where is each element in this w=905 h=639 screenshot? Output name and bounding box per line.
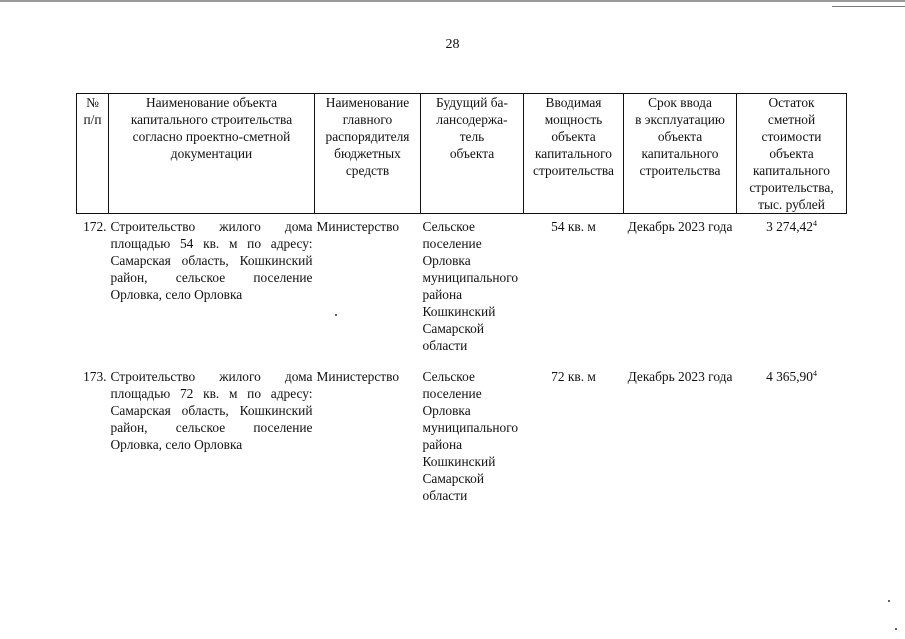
cell-num [77,364,109,514]
scan-speck [895,628,897,630]
cell-term [624,214,737,365]
cell-remainder [737,214,847,365]
cell-capacity [524,214,624,365]
header-term-line: в эксплуатацию [635,112,725,127]
header-capacity-line: мощность [544,112,603,127]
header-num [77,94,109,214]
header-manager [315,94,421,214]
cell-holder [421,364,524,514]
cell-capacity-text: 54 кв. м [551,219,596,234]
header-manager-line: средств [345,163,390,178]
cell-holder [421,214,524,365]
cell-manager [315,364,421,514]
header-remainder-line: Остаток [768,95,815,110]
scan-corner-mark [832,6,905,7]
cell-name [109,214,315,365]
header-term-line: капитального [641,146,719,161]
header-num-line: п/п [83,112,102,127]
header-manager-line: бюджетных [334,146,401,161]
header-remainder-line: капитального [753,163,830,178]
cell-term-text: Декабрь 2023 года [627,219,733,234]
cell-remainder-text: 3 274,42 [766,219,813,234]
header-term-line: строительства [639,163,721,178]
cell-remainder-text: 4 365,90 [766,369,813,384]
table-body [77,214,847,515]
header-term-line: Срок ввода [648,95,712,110]
header-name-line: согласно проектно-сметной [132,129,291,144]
cell-name-text: Строительство жилого дома площадью 54 кв. м по адресу: Самарская область, Кошкинский район, сельское поселение Орловка, село Орловка [110,219,313,302]
header-manager-line: распорядителя [325,129,410,144]
cell-num [77,214,109,365]
scan-top-edge [0,0,905,2]
header-name-line: капитального строительства [130,112,293,127]
cell-manager-text: Министерство [316,369,400,384]
cell-num-text: 172. [83,219,107,234]
cell-manager [315,214,421,365]
cell-holder-text: Сельское поселение Орловка муниципального района Кошкинский Самарской области [422,369,519,503]
footnote-marker: 4 [812,219,817,228]
header-manager-line: Наименование [325,95,410,110]
cell-manager-text: Министерство [316,219,400,234]
header-name [109,94,315,214]
cell-capacity-text: 72 кв. м [551,369,596,384]
cell-capacity [524,364,624,514]
header-capacity-line: строительства [533,163,614,178]
page-number: 28 [445,37,460,52]
cell-term-text: Декабрь 2023 года [627,369,733,384]
header-capacity [524,94,624,214]
header-name-line: документации [170,146,253,161]
header-manager-line: главного [342,112,393,127]
scan-speck [888,600,890,602]
cell-term [624,364,737,514]
cell-name [109,364,315,514]
header-remainder-line: тыс. рублей [758,197,825,212]
header-capacity-line: объекта [551,129,596,144]
header-capacity-line: капитального [535,146,612,161]
header-holder-line: тель [459,129,485,144]
header-holder-line: объекта [449,146,495,161]
cell-name-text: Строительство жилого дома площадью 72 кв. м по адресу: Самарская область, Кошкинский район, сельское поселение Орловка, село Орловка [110,369,313,452]
capital-construction-table [76,93,847,514]
cell-num-text: 173. [83,369,107,384]
cell-holder-text: Сельское поселение Орловка муниципального района Кошкинский Самарской области [422,219,519,353]
header-capacity-line: Вводимая [545,95,602,110]
header-remainder-line: объекта [769,146,814,161]
header-holder [421,94,524,214]
header-holder-line: лансодержа- [436,112,508,127]
header-remainder [737,94,847,214]
table-header-row [77,94,847,214]
header-holder-line: Будущий ба- [436,95,508,110]
table-row [77,364,847,514]
cell-remainder [737,364,847,514]
footnote-marker: 4 [812,369,817,378]
header-remainder-line: строительства, [749,180,834,195]
header-remainder-line: сметной [767,112,816,127]
header-term [624,94,737,214]
table-row [77,214,847,365]
header-num-line: № [86,95,99,110]
header-term-line: объекта [657,129,703,144]
header-name-line: Наименование объекта [145,95,278,110]
header-remainder-line: стоимости [761,129,822,144]
